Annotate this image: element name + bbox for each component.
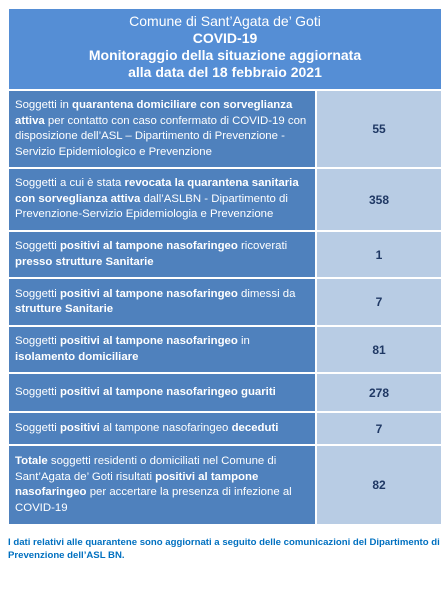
text: per accertare la presenza di infezione al COVID-19 <box>15 486 292 514</box>
row-value: 81 <box>317 327 441 372</box>
row-value: 7 <box>317 413 441 444</box>
row-label <box>9 446 317 524</box>
bold-text: positivi al tampone nasofaringeo <box>59 335 238 347</box>
text: Soggetti <box>15 287 60 300</box>
row-label <box>9 232 317 277</box>
row-value: 55 <box>317 91 441 167</box>
row-value: 7 <box>317 279 441 325</box>
row-label-text <box>15 385 276 401</box>
table-row <box>9 327 441 374</box>
comune-name: Comune di Sant’Agata de’ Goti <box>129 13 321 29</box>
row-label-text <box>15 176 311 223</box>
bold-text: Totale <box>15 455 48 467</box>
text: ricoverati <box>237 240 288 252</box>
bold-text: positivi al tampone nasofaringeo <box>15 470 259 498</box>
bold-text: positivi al tampone nasofaringeo guariti <box>59 385 276 398</box>
text: Soggetti <box>15 240 60 252</box>
row-label <box>9 327 317 372</box>
row-label <box>9 279 317 325</box>
table-row <box>9 413 441 446</box>
row-label-text <box>15 98 311 160</box>
text: dimessi da <box>237 287 296 300</box>
row-label <box>9 169 317 230</box>
covid-monitoring-table <box>8 8 442 525</box>
bold-text: isolamento domiciliare <box>15 350 139 363</box>
row-label-text <box>15 454 311 516</box>
bold-text: revocata la quarantena sanitaria con sorveglianza attiva <box>15 177 299 205</box>
row-label-text <box>15 287 311 318</box>
text: Soggetti <box>15 385 60 398</box>
table-row <box>9 446 441 524</box>
bold-text: quarantena domiciliare con sorveglianza attiva <box>15 99 293 127</box>
footnote: I dati relativi alle quarantene sono aggiornati a seguito delle comunicazioni del Dipartimento di Prevenzione dell’ASL BN. <box>8 537 440 561</box>
text: Soggetti in <box>15 99 72 111</box>
header-title: COVID-19 <box>192 30 258 46</box>
bold-text: presso strutture Sanitarie <box>15 255 154 268</box>
row-label <box>9 374 317 411</box>
bold-text: strutture Sanitarie <box>15 303 114 315</box>
table-header <box>9 9 441 91</box>
header-date: alla data del 18 febbraio 2021 <box>128 64 322 80</box>
text: al tampone nasofaringeo <box>99 421 232 434</box>
row-value: 82 <box>317 446 441 524</box>
table-row <box>9 91 441 169</box>
row-value: 1 <box>317 232 441 277</box>
text: in <box>237 335 250 347</box>
row-label-text <box>15 334 311 365</box>
row-label-text <box>15 421 278 437</box>
text: Soggetti <box>15 335 60 347</box>
table-row <box>9 169 441 232</box>
row-value: 278 <box>317 374 441 411</box>
text: soggetti residenti o domiciliati nel Comune di Sant’Agata de’ Goti risultati <box>15 455 277 483</box>
row-label <box>9 91 317 167</box>
text: dall’ASLBN - Dipartimento di Prevenzione-Servizio Epidemiologia e Prevenzione <box>15 192 288 221</box>
header-subtitle: Monitoraggio della situazione aggiornata <box>88 47 362 63</box>
bold-text: deceduti <box>231 421 279 434</box>
bold-text: positivi al tampone nasofaringeo <box>59 287 238 300</box>
table-row <box>9 279 441 327</box>
row-label <box>9 413 317 444</box>
text: per contatto con caso confermato di COVID-19 con disposizione dell’ASL – Dipartimento di Prevenzione - Servizio Epidemiologico e Prevenzione <box>15 114 307 158</box>
row-label-text <box>15 239 311 270</box>
text: Soggetti <box>15 421 60 434</box>
bold-text: positivi al tampone nasofaringeo <box>59 240 238 252</box>
row-value: 358 <box>317 169 441 230</box>
text: Soggetti a cui è stata <box>15 177 125 190</box>
table-row <box>9 232 441 279</box>
bold-text: positivi <box>59 421 100 434</box>
table-row <box>9 374 441 413</box>
